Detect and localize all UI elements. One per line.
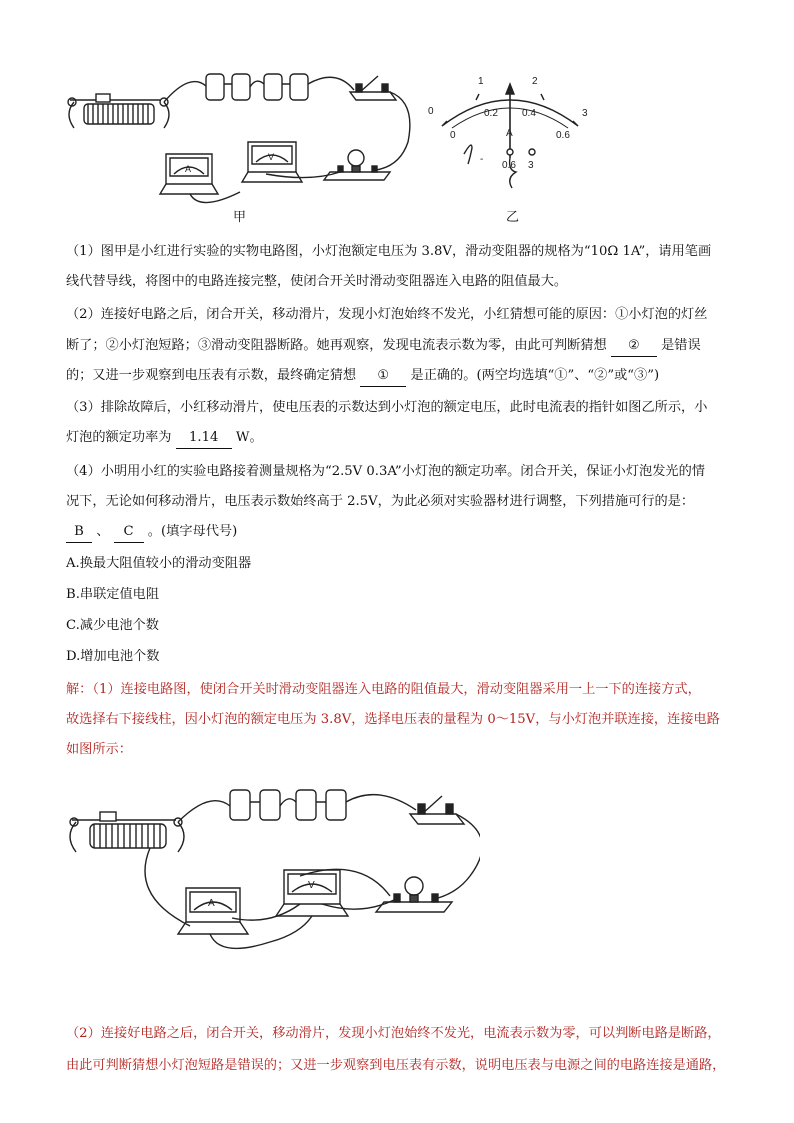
ammeter-icon <box>160 154 218 194</box>
inner-tick-2: 0.4 <box>522 108 536 119</box>
voltmeter-icon <box>242 142 302 182</box>
solution-p2-line2: 由此可判断猜想小灯泡短路是错误的；又进一步观察到电压表有示数，说明电压表与电源之间的电路连接是通路， <box>66 1058 726 1073</box>
terminal-06: 0.6 <box>502 160 516 171</box>
switch-icon <box>410 796 464 824</box>
bulb-icon <box>376 877 452 912</box>
q4-line3 <box>66 522 237 543</box>
q2-line3 <box>66 366 659 387</box>
q2-answer1: ② <box>611 336 657 357</box>
ammeter-dial-yi <box>422 66 612 206</box>
rheostat-icon <box>68 94 169 128</box>
q2-answer2: ① <box>360 366 406 387</box>
bulb-icon <box>324 150 390 180</box>
circuit-figure-answer <box>60 776 480 966</box>
q1-line2: 线代替导线，将图中的电路连接完整，使闭合开关时滑动变阻器连入电路的阻值最大。 <box>66 274 568 289</box>
figure-label-jia: 甲 <box>233 210 247 225</box>
q3-line1: （3）排除故障后，小红移动滑片，使电压表的示数达到小灯泡的额定电压，此时电流表的指针如图乙所示，小 <box>66 400 708 415</box>
q4-option-d: D.增加电池个数 <box>66 649 160 664</box>
q2-line1: （2）连接好电路之后，闭合开关，移动滑片，发现小灯泡始终不发光，小红猜想可能的原因：①小灯泡的灯丝 <box>66 307 708 322</box>
q2-line2 <box>66 336 701 357</box>
voltmeter-letter-answer: V <box>308 880 315 891</box>
switch-icon <box>350 76 396 100</box>
meter-unit: A <box>506 128 513 139</box>
inner-tick-0: 0 <box>450 130 456 141</box>
q2-line3-pre: 的；又进一步观察到电压表有示数，最终确定猜想 <box>66 368 357 383</box>
figure-label-yi: 乙 <box>506 210 520 225</box>
battery-pack-icon <box>206 74 308 100</box>
q1-line1: （1）图甲是小红进行实验的实物电路图，小灯泡额定电压为 3.8V，滑动变阻器的规格为“10Ω 1A”，请用笔画 <box>66 244 712 259</box>
q3-line2 <box>66 428 263 449</box>
q4-line3-post: 。(填字母代号) <box>147 524 238 539</box>
q4-answer1: B <box>66 522 92 543</box>
q4-sep: 、 <box>96 524 110 539</box>
q4-answer2: C <box>114 522 144 543</box>
q3-line2-post: W。 <box>235 430 263 445</box>
inner-tick-1: 0.2 <box>484 108 498 119</box>
voltmeter-letter: V <box>268 152 275 162</box>
q4-option-c: C.减少电池个数 <box>66 618 159 633</box>
solution-line2: 故选择右下接线柱，因小灯泡的额定电压为 3.8V，选择电压表的量程为 0～15V，与小灯泡并联连接，连接电路 <box>66 712 720 727</box>
ammeter-letter: A <box>185 164 192 174</box>
q4-option-a: A.换最大阻值较小的滑动变阻器 <box>66 556 252 571</box>
outer-tick-0: 0 <box>428 106 434 117</box>
solution-p2-line1: （2）连接好电路之后，闭合开关，移动滑片，发现小灯泡始终不发光，电流表示数为零，可以判断电路是断路， <box>66 1026 721 1041</box>
q4-option-b: B.串联定值电阻 <box>66 587 160 602</box>
ammeter-letter-answer: A <box>208 898 215 909</box>
voltmeter-icon <box>276 870 348 916</box>
q3-answer: 1.14 <box>176 428 232 449</box>
q2-line3-post: 是正确的。(两空均选填“①”、“②”或“③”) <box>410 368 660 383</box>
q2-line2-pre: 断了；②小灯泡短路；③滑动变阻器断路。她再观察，发现电流表示数为零，由此可判断猜想 <box>66 338 607 353</box>
solution-line3: 如图所示： <box>66 742 132 757</box>
outer-tick-3: 3 <box>582 108 588 119</box>
outer-tick-1: 1 <box>478 76 484 87</box>
q4-line1: （4）小明用小红的实验电路接着测量规格为“2.5V 0.3A”小灯泡的额定功率。闭合开关，保证小灯泡发光的情 <box>66 464 705 479</box>
solution-line1: 解：（1）连接电路图，使闭合开关时滑动变阻器连入电路的阻值最大，滑动变阻器采用一上一下的连接方式， <box>66 682 701 697</box>
battery-pack-icon <box>230 790 346 820</box>
q4-line2: 况下，无论如何移动滑片，电压表示数始终高于 2.5V，为此必须对实验器材进行调整，下列措施可行的是： <box>66 494 695 509</box>
rheostat-icon <box>70 812 184 852</box>
terminal-3: 3 <box>528 160 534 171</box>
outer-tick-2: 2 <box>532 76 538 87</box>
ammeter-icon <box>178 888 248 934</box>
q2-line2-post: 是错误 <box>661 338 701 353</box>
q3-line2-pre: 灯泡的额定功率为 <box>66 430 172 445</box>
circuit-figure-jia <box>60 62 420 222</box>
inner-tick-3: 0.6 <box>556 130 570 141</box>
terminal-neg: - <box>480 154 484 165</box>
